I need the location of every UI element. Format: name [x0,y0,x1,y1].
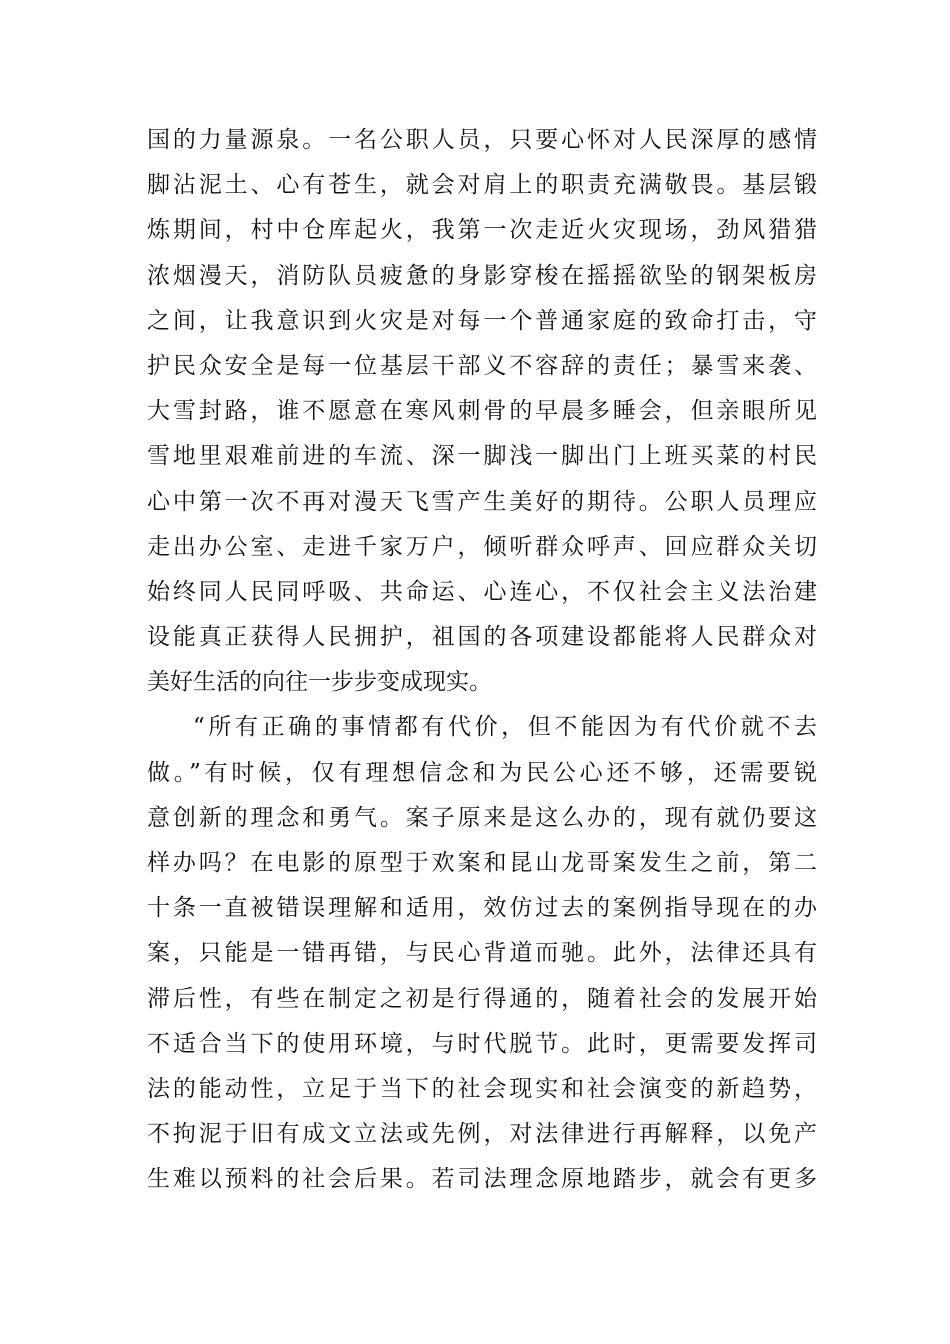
text-line: 走出办公室、走进千家万户，倾听群众呼声、回应群众关切 [147,533,817,560]
text-line: 脚沾泥土、心有苍生，就会对肩上的职责充满敬畏。基层锻 [147,172,817,199]
text-line: 不适合当下的使用环境，与时代脱节。此时，更需要发挥司 [147,1030,817,1057]
text-line: 国的力量源泉。一名公职人员，只要心怀对人民深厚的感情 [147,127,817,153]
text-line: 之间，让我意识到火灾是对每一个普通家庭的致命打击，守 [147,307,817,334]
text-line: 设能真正获得人民拥护，祖国的各项建设都能将人民群众对 [147,624,817,651]
paragraph [147,118,817,705]
text-line: 滞后性，有些在制定之初是行得通的，随着社会的发展开始 [147,985,817,1012]
text-line: 雪地里艰难前进的车流、深一脚浅一脚出门上班买菜的村民 [147,443,817,470]
text-line: 案，只能是一错再错，与民心背道而驰。此外，法律还具有 [147,940,817,967]
text-line: 法的能动性，立足于当下的社会现实和社会演变的新趋势， [147,1075,817,1102]
text-line: 炼期间，村中仓库起火，我第一次走近火灾现场，劲风猎猎 [147,217,817,244]
text-line: 美好生活的向往一步步变成现实。 [147,669,492,696]
text-line: 始终同人民同呼吸、共命运、心连心，不仅社会主义法治建 [147,578,817,605]
text-line: 样办吗？在电影的原型于欢案和昆山龙哥案发生之前，第二 [147,850,817,876]
text-line: 大雪封路，谁不愿意在寒风刺骨的早晨多睡会，但亲眼所见 [147,398,817,425]
text-line: 护民众安全是每一位基层干部义不容辞的责任；暴雪来袭、 [147,352,817,379]
text-line: “所有正确的事情都有代价，但不能因为有代价就不去 [193,714,817,741]
text-line: 浓烟漫天，消防队员疲惫的身影穿梭在摇摇欲坠的钢架板房 [147,262,817,289]
paragraph [147,705,817,1202]
document-body [147,118,817,1203]
text-line: 做。”有时候，仅有理想信念和为民公心还不够，还需要锐 [147,759,817,786]
text-line: 意创新的理念和勇气。案子原来是这么办的，现有就仍要这 [147,804,817,831]
text-line: 十条一直被错误理解和适用，效仿过去的案例指导现在的办 [147,895,817,922]
text-line: 不拘泥于旧有成文立法或先例，对法律进行再解释，以免产 [147,1121,817,1148]
text-line: 生难以预料的社会后果。若司法理念原地踏步，就会有更多 [147,1166,817,1193]
text-line: 心中第一次不再对漫天飞雪产生美好的期待。公职人员理应 [147,488,817,515]
